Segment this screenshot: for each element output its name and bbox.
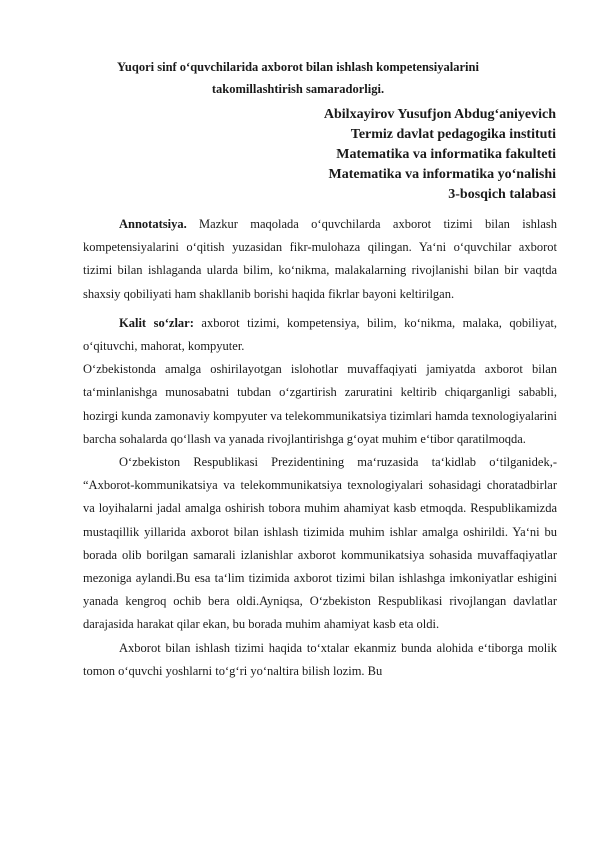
body-paragraph-3: Axborot bilan ishlash tizimi haqida to‘xtalar ekanmiz bunda alohida e‘tiborga molik tomon o‘quvchi yoshlarni to‘g‘ri yo‘naltira bilish lozim. Bu [83, 640, 557, 678]
paper-title-line-2: takomillashtirish samaradorligi. [211, 82, 385, 96]
abstract-text: Mazkur maqolada o‘quvchilarda axborot tizimi bilan ishlash kompetensiyalarini o‘qitish yuzasidan fikr-mulohaza qilingan. Ya‘ni o‘quvchilar axborot tizimi bilan ishlaganda ularda bilim, ko‘nikma, malakalarning rivojlanishi bilan bir vaqtda shaxsiy qobiliyati ham shakllanib borishi haqida fikrlar bayoni keltirilgan. [83, 217, 557, 301]
author-program: Matematika va informatika yo‘nalishi [328, 167, 556, 182]
paper-title-line-1: Yuqori sinf o‘quvchilarida axborot bilan ishlash kompetensiyalarini [117, 60, 479, 74]
author-block [176, 105, 556, 205]
abstract-paragraph [83, 213, 557, 306]
author-year: 3-bosqich talabasi [448, 187, 556, 202]
abstract-label: Annotatsiya. [119, 217, 187, 231]
author-name: Abilxayirov Yusufjon Abdug‘aniyevich [323, 107, 556, 122]
keywords-paragraph [83, 312, 557, 358]
author-faculty: Matematika va informatika fakulteti [336, 147, 556, 162]
keywords-label: Kalit so‘zlar: [119, 315, 194, 330]
body-paragraph-2: O‘zbekiston Respublikasi Prezidentining ma‘ruzasida ta‘kidlab o‘tilganidek,- “Axborot-kommunikatsiya va telekommunikatsiya texnologiyalari sohasidagi choratadbirlar va loyihalarni jadal amalga oshirish tobora muhim ahamiyat kasb etmoqda. Respublikamizda mustaqillik yillarida axborot bilan ishlash tizimida muhim ishlar amalga oshirildi. Ya‘ni bu borada olib borilgan samarali izlanishlar axborot kommunikatsiya sohasida muvaffaqiyatlar mezoniga aylandi.Bu esa ta‘lim tizimida axborot tizimi bilan ishlashga imkoniyatlar eshigini yanada kengroq ochib bera oldi.Ayniqsa, O‘zbekiston Respublikasi rivojlangan davlatlar darajasida harakat qilar ekan, bu borada muhim ahamiyat kasb eta oldi. [83, 455, 557, 632]
keywords-text: axborot tizimi, kompetensiya, bilim, ko‘nikma, malaka, qobiliyat, o‘qituvchi, mahorat, kompyuter. [83, 315, 558, 354]
body-paragraph-1: O‘zbekistonda amalga oshirilayotgan islohotlar muvaffaqiyati jamiyatda axborot bilan ta‘minlanishga munosabatni tubdan o‘zgartirish zaruratini keltirib chiqarganligi sababli, hozirgi kunda zamonaviy kompyuter va telekommunikatsiya tizimlari hamda texnologiyalarini barcha sohalarda qo‘llash va yanada rivojlantirishga g‘oyat muhim e‘tibor qaratilmoqda. [83, 362, 557, 446]
author-institution: Termiz davlat pedagogika instituti [350, 127, 556, 142]
paper-title [84, 56, 512, 100]
paper-body [83, 213, 557, 683]
